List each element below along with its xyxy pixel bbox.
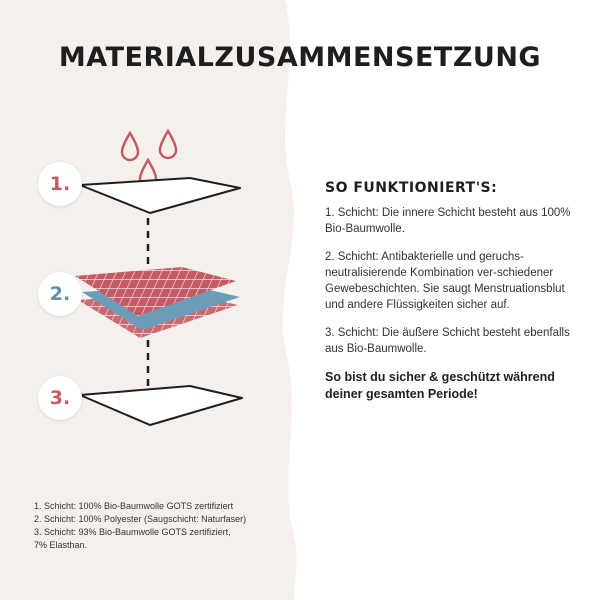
footnote-line-3: 3. Schicht: 93% Bio-Baumwolle GOTS zertifiziert, <box>34 527 231 537</box>
layer-3-description: 3. Schicht: Die äußere Schicht besteht ebenfalls aus Bio-Baumwolle. <box>325 327 570 355</box>
layer-number-3: 3. <box>38 376 82 420</box>
layer-number-2: 2. <box>38 272 82 316</box>
footnote-line-2: 2. Schicht: 100% Polyester (Saugschicht: Naturfaser) <box>34 514 247 524</box>
layer-number-1: 1. <box>38 162 82 206</box>
page-title: MATERIALZUSAMMENSETZUNG <box>58 42 542 73</box>
how-it-works-heading: SO FUNKTIONIERT'S: <box>325 180 498 196</box>
layer-1-shape <box>80 178 240 213</box>
layer-2-shape <box>75 267 240 338</box>
footnote-line-1: 1. Schicht: 100% Bio-Baumwolle GOTS zertifiziert <box>34 501 234 511</box>
material-footnote <box>34 500 314 552</box>
layer-2-description: 2. Schicht: Antibakterielle und geruchs-neutralisierende Kombination ver-schiedener Gewebeschichten. Sie saugt Menstruationsblut und andere Flüssigkeiten sicher auf. <box>325 251 565 311</box>
how-it-works-section <box>325 180 575 415</box>
layer-3-shape <box>80 386 242 425</box>
layer-1-description: 1. Schicht: Die innere Schicht besteht aus 100% Bio-Baumwolle. <box>325 207 571 235</box>
footnote-line-4: 7% Elasthan. <box>34 540 88 550</box>
conclusion-text: So bist du sicher & geschützt während deiner gesamten Periode! <box>325 370 555 401</box>
